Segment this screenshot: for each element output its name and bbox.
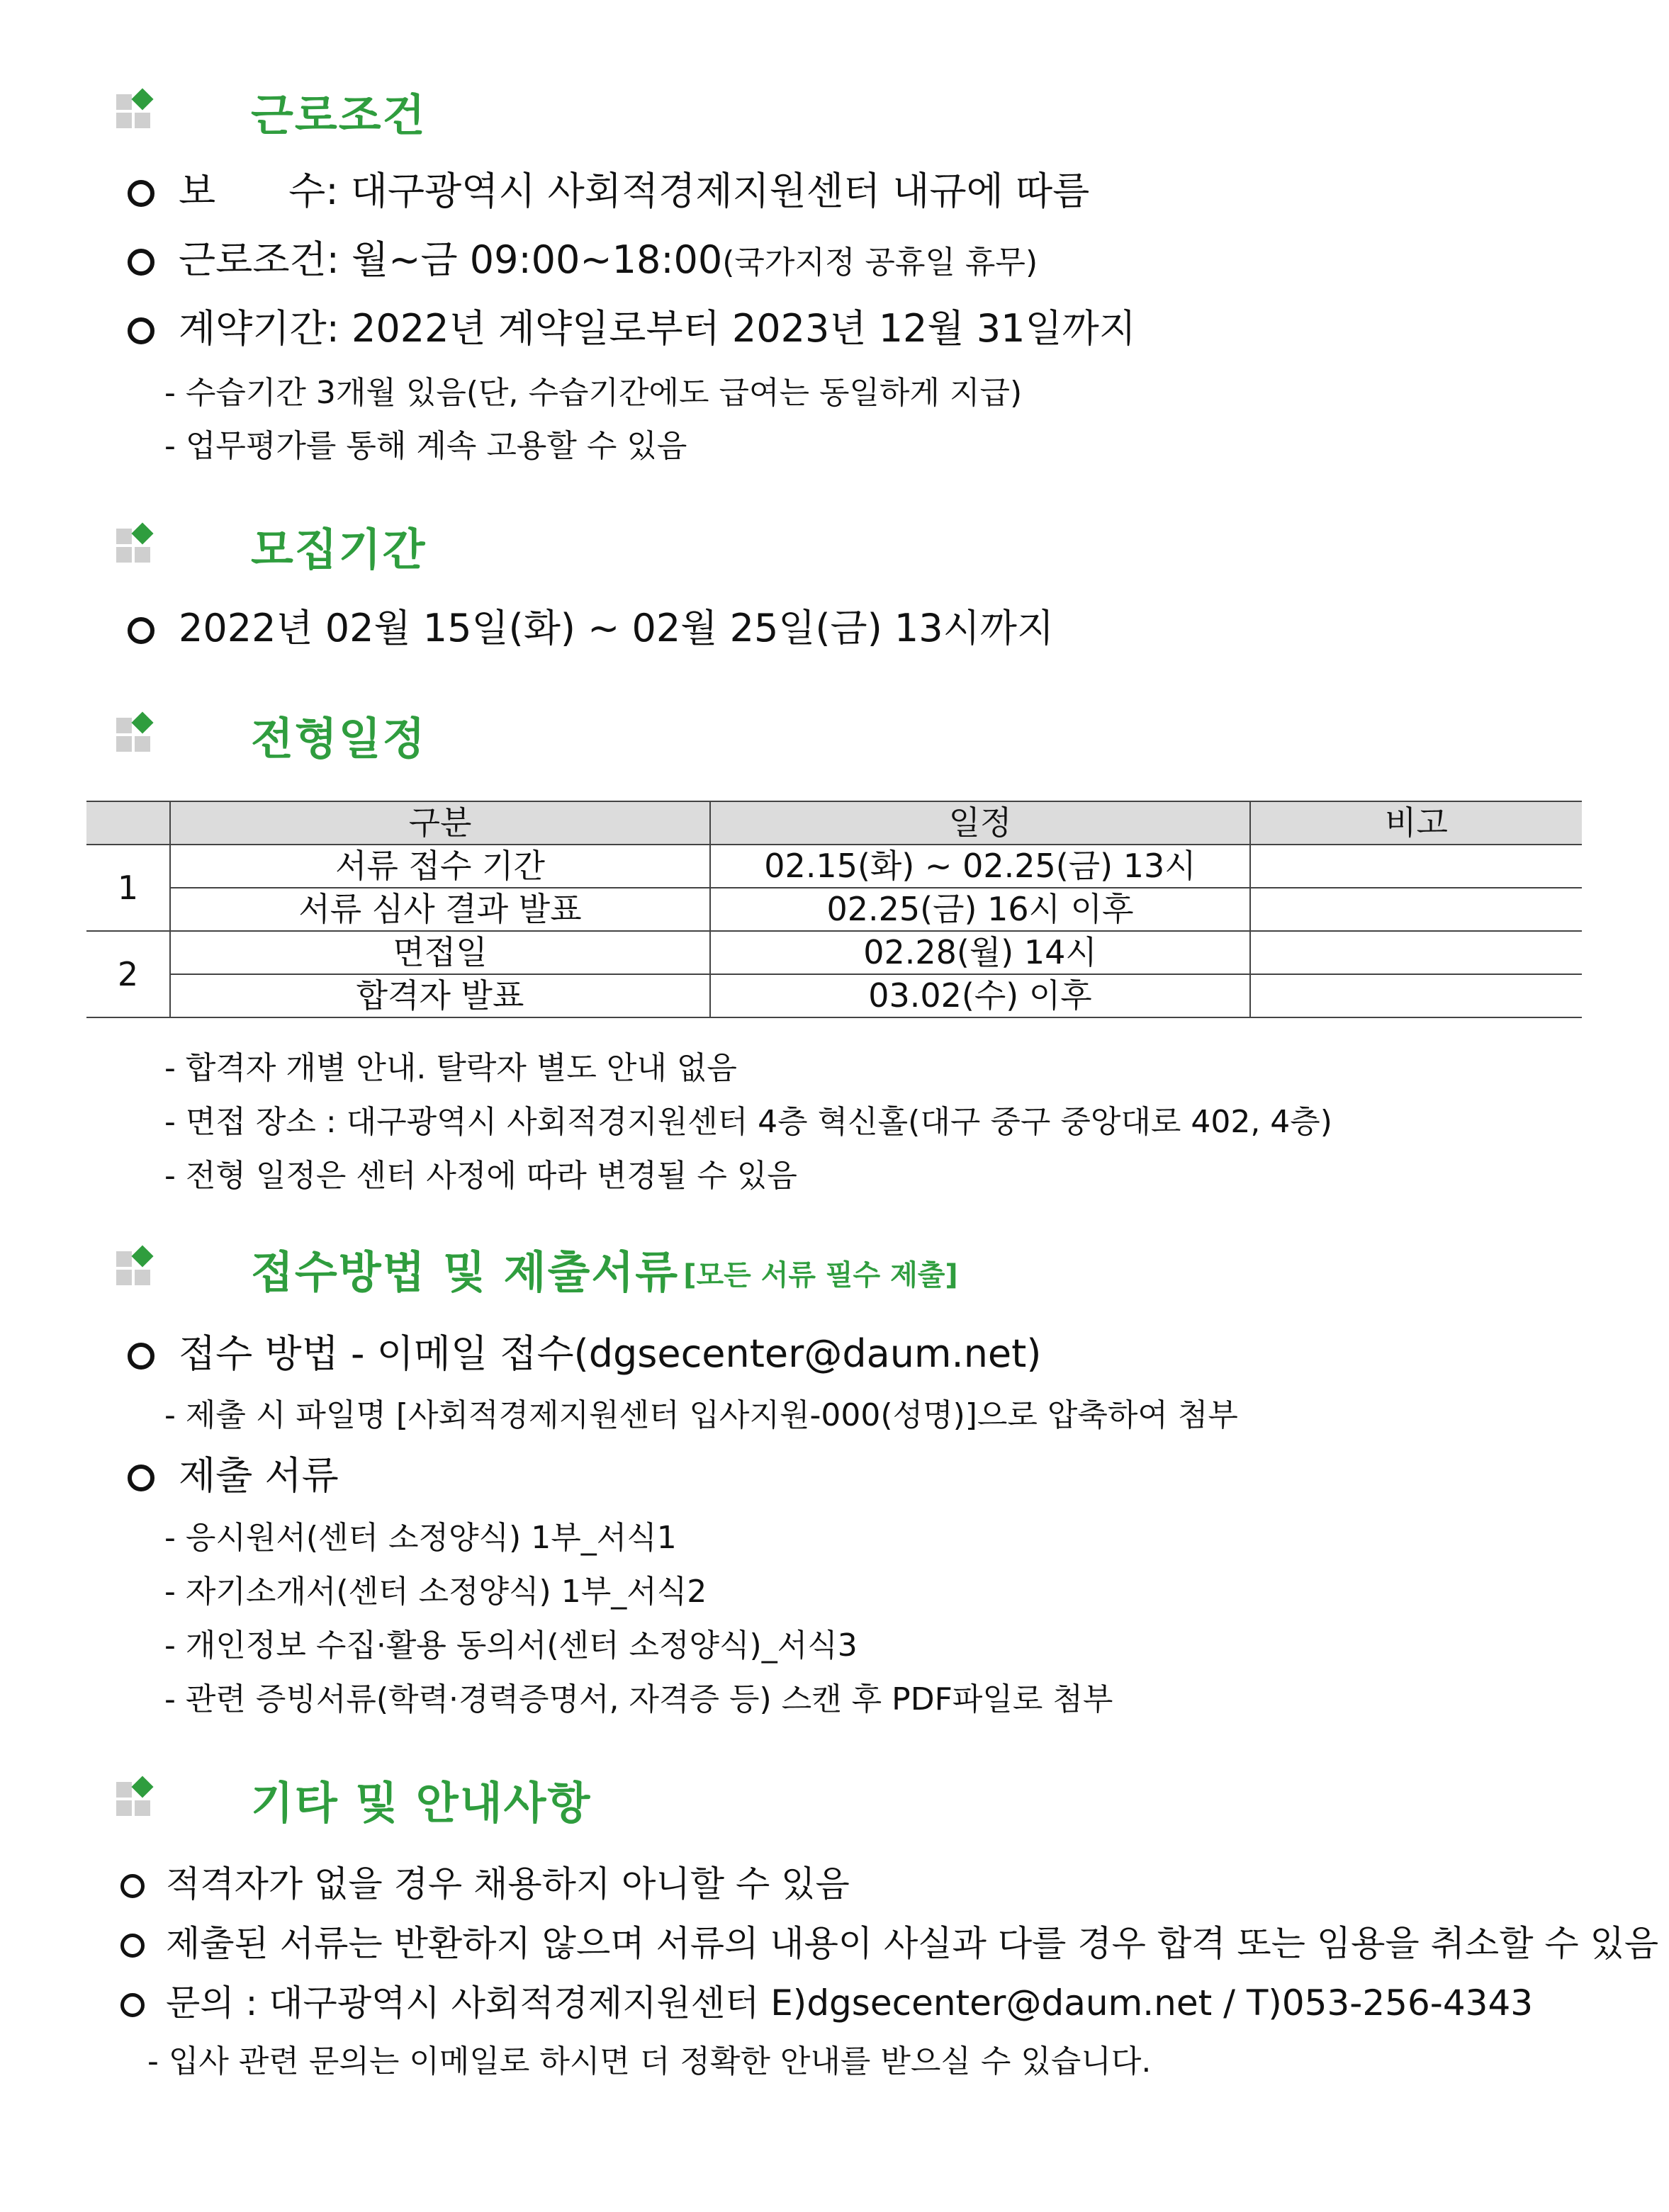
table-row	[86, 845, 1582, 888]
schedule-note: - 전형 일정은 센터 사정에 따라 변경될 수 있음	[164, 1158, 797, 1194]
submit-docs-title: 제출 서류	[128, 1451, 339, 1501]
circle-bullet-icon	[128, 180, 154, 207]
table-cell-name: 서류 접수 기간	[170, 845, 710, 888]
schedule-note: - 면접 장소 : 대구광역시 사회적경지원센터 4층 혁신홀(대구 중구 중앙대로 402, 4층)	[164, 1104, 1332, 1140]
table-cell-note	[1250, 931, 1582, 974]
section-bullet-icon	[113, 1246, 159, 1291]
submit-doc-item: - 관련 증빙서류(학력·경력증명서, 자격증 등) 스캔 후 PDF파일로 첨부	[164, 1681, 1113, 1717]
work-note: - 수습기간 3개월 있음(단, 수습기간에도 급여는 동일하게 지급)	[164, 375, 1023, 411]
circle-bullet-icon	[128, 1465, 154, 1491]
recruit-period: 2022년 02월 15일(화) ~ 02월 25일(금) 13시까지	[128, 604, 1054, 653]
section-title: 접수방법 및 제출서류	[251, 1246, 680, 1298]
table-cell-name: 서류 심사 결과 발표	[170, 888, 710, 931]
schedule-note: - 합격자 개별 안내. 탈락자 별도 안내 없음	[164, 1050, 737, 1086]
table-cell-date: 02.25(금) 16시 이후	[710, 888, 1250, 931]
etc-item: 적격자가 없을 경우 채용하지 아니할 수 있음	[120, 1861, 850, 1907]
group-number: 1	[86, 845, 170, 931]
table-cell-date: 02.28(월) 14시	[710, 931, 1250, 974]
section-subtitle: [모든 서류 필수 제출]	[683, 1258, 958, 1292]
table-header-cell: 구분	[170, 801, 710, 845]
section-title: 근로조건	[251, 89, 427, 141]
circle-bullet-icon	[128, 1343, 154, 1370]
section-title: 전형일정	[251, 712, 427, 764]
table-cell-date: 03.02(수) 이후	[710, 974, 1250, 1017]
submit-method: 접수 방법 - 이메일 접수(dgsecenter@daum.net)	[128, 1329, 1041, 1379]
table-cell-name: 합격자 발표	[170, 974, 710, 1017]
table-header-cell: 비고	[1250, 801, 1582, 845]
section-heading-submit	[113, 1236, 958, 1300]
section-title: 모집기간	[251, 523, 427, 575]
work-contract: 계약기간: 2022년 계약일로부터 2023년 12월 31일까지	[128, 304, 1136, 354]
section-heading-etc	[113, 1767, 591, 1831]
work-hours: 근로조건: 월~금 09:00~18:00(국가지정 공휴일 휴무)	[128, 235, 1038, 288]
section-heading-recruit	[113, 514, 427, 577]
table-cell-note	[1250, 888, 1582, 931]
etc-item: 문의 : 대구광역시 사회적경제지원센터 E)dgsecenter@daum.net / T)053-256-4343	[120, 1980, 1533, 2026]
section-title: 기타 및 안내사항	[251, 1776, 592, 1829]
circle-bullet-icon	[128, 617, 154, 644]
section-bullet-icon	[113, 523, 159, 568]
schedule-table	[86, 801, 1582, 1018]
etc-item: 제출된 서류는 반환하지 않으며 서류의 내용이 사실과 다를 경우 합격 또는 임용을 취소할 수 있음	[120, 1920, 1658, 1967]
submit-doc-item: - 개인정보 수집·활용 동의서(센터 소정양식)_서식3	[164, 1627, 858, 1664]
section-heading-schedule	[113, 703, 427, 767]
section-bullet-icon	[113, 89, 159, 134]
work-pay: 보 수: 대구광역시 사회적경제지원센터 내규에 따름	[128, 167, 1089, 216]
table-cell-date: 02.15(화) ~ 02.25(금) 13시	[710, 845, 1250, 888]
circle-bullet-icon	[128, 249, 154, 276]
table-header-row	[86, 801, 1582, 845]
table-cell-note	[1250, 845, 1582, 888]
submit-doc-item: - 자기소개서(센터 소정양식) 1부_서식2	[164, 1574, 707, 1610]
circle-bullet-icon	[128, 317, 154, 344]
group-number: 2	[86, 931, 170, 1017]
table-row	[86, 974, 1582, 1017]
table-cell-note	[1250, 974, 1582, 1017]
work-note: - 업무평가를 통해 계속 고용할 수 있음	[164, 428, 687, 464]
table-row	[86, 931, 1582, 974]
table-row	[86, 888, 1582, 931]
submit-doc-item: - 응시원서(센터 소정양식) 1부_서식1	[164, 1520, 677, 1556]
etc-note: - 입사 관련 문의는 이메일로 하시면 더 정확한 안내를 받으실 수 있습니다.	[147, 2043, 1152, 2080]
table-cell-name: 면접일	[170, 931, 710, 974]
section-heading-work	[113, 79, 427, 143]
section-bullet-icon	[113, 712, 159, 757]
circle-bullet-icon	[120, 1934, 145, 1958]
submit-method-note: - 제출 시 파일명 [사회적경제지원센터 입사지원-000(성명)]으로 압축하여 첨부	[164, 1397, 1238, 1433]
table-header-cell: 일정	[710, 801, 1250, 845]
section-bullet-icon	[113, 1776, 159, 1822]
table-header-cell	[86, 801, 170, 845]
circle-bullet-icon	[120, 1874, 145, 1898]
circle-bullet-icon	[120, 1993, 145, 2017]
